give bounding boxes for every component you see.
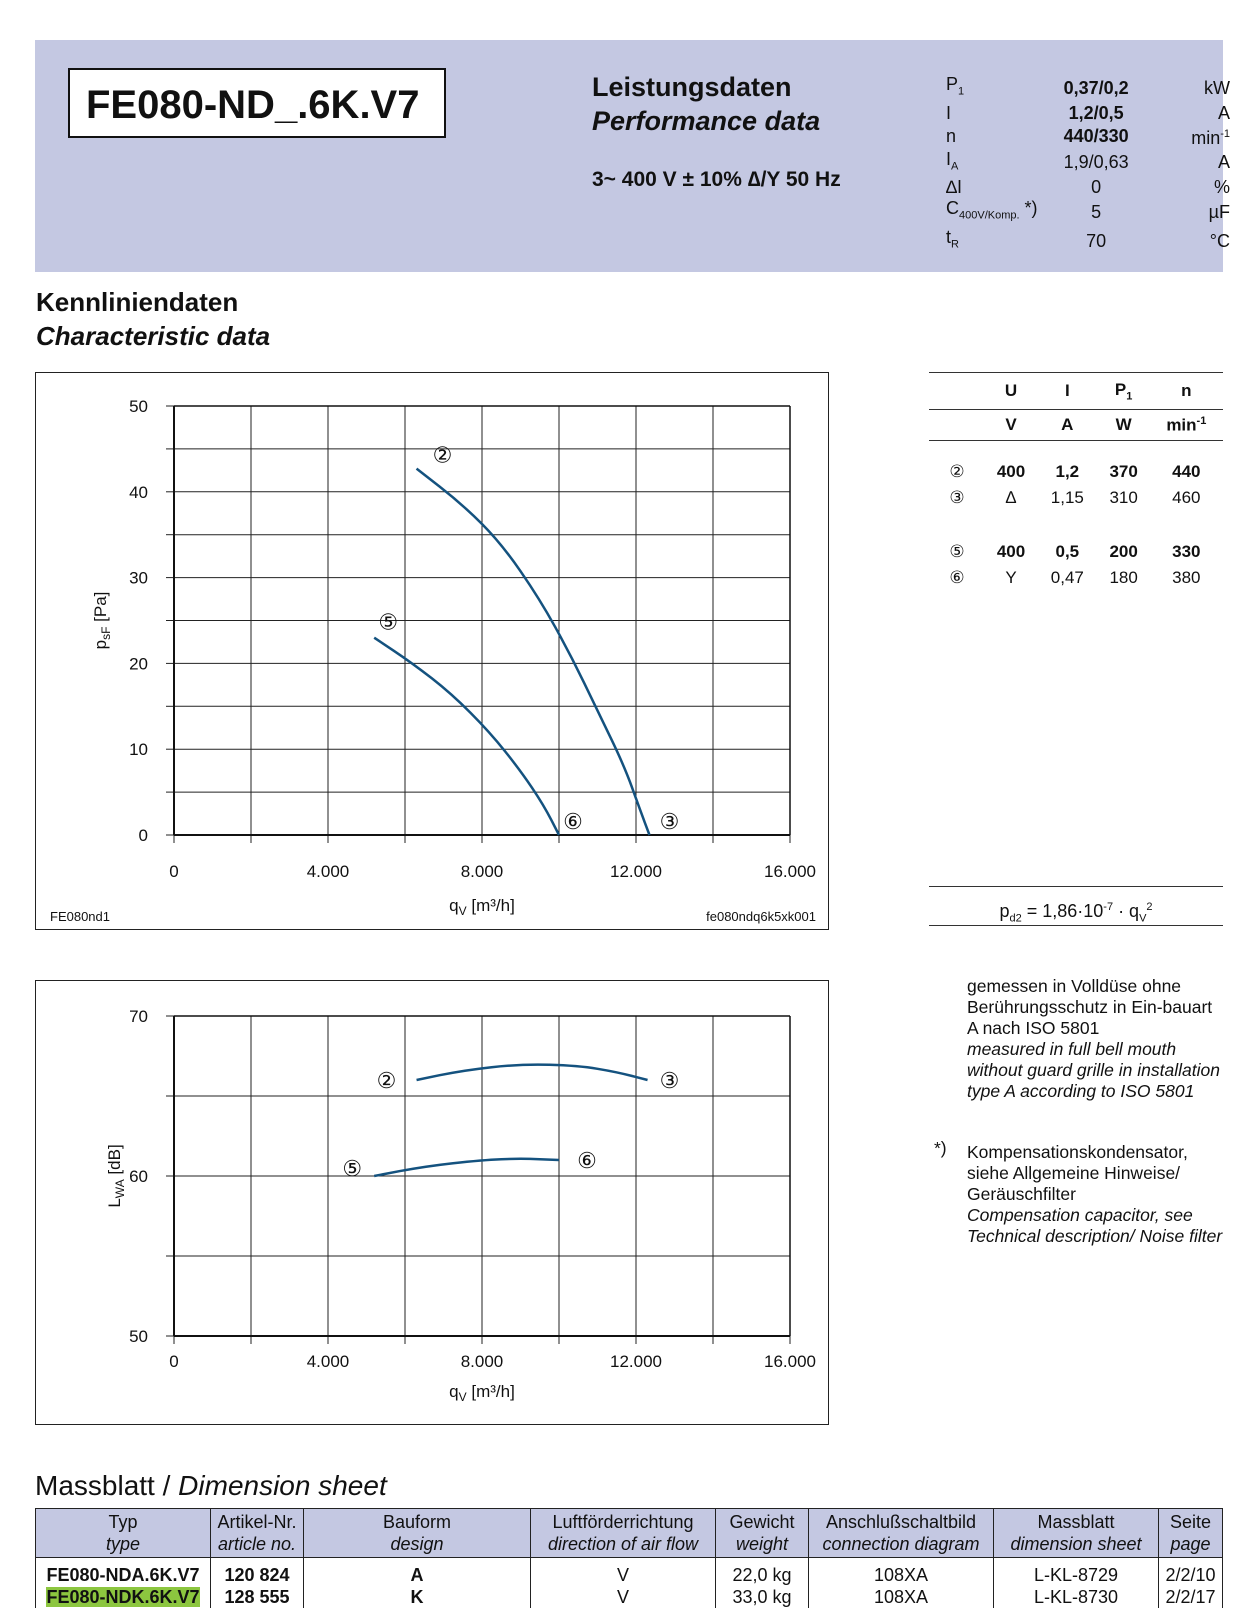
spec-unit: °C: [1209, 230, 1230, 251]
spec-value: 1,9/0,63: [1063, 152, 1129, 173]
y-tick-label: 20: [129, 654, 148, 674]
chart-footer-right: fe080ndq6k5xk001: [706, 909, 816, 924]
col-article: Artikel-Nr. article no.: [211, 1509, 304, 1558]
pressure-chart-frame: [35, 372, 829, 930]
col-page: Seite page: [1159, 1509, 1223, 1558]
x-tick-label: 16.000: [764, 1352, 816, 1371]
series-line-1: [417, 1065, 648, 1080]
x-tick-label: 8.000: [460, 862, 504, 881]
dimension-title: Massblatt / Dimension sheet: [35, 1470, 387, 1501]
col-type: Typ type: [36, 1509, 211, 1558]
spec-row: [946, 103, 1234, 124]
section-title-en: Characteristic data: [36, 321, 271, 351]
series-line-2: [374, 638, 559, 835]
model-title: FE080-ND_.6K.V7: [68, 68, 446, 138]
series-line-2: [374, 1159, 559, 1176]
spec-row: [946, 74, 1234, 103]
spec-symbol: $I_A$: [946, 148, 959, 173]
curve-end-label: ③: [659, 1068, 680, 1093]
y-tick-label: 40: [129, 482, 148, 502]
op-head-p: $P_1$: [1114, 379, 1133, 403]
spec-symbol: I: [946, 102, 952, 123]
chart-footer-left: FE080nd1: [50, 909, 110, 924]
spec-symbol: $C_{400V/Komp.}$ *): [946, 198, 1038, 222]
x-tick-label: 0: [169, 862, 179, 881]
op-unit-w: W: [1115, 415, 1132, 434]
spec-unit: %: [1213, 177, 1230, 198]
y-tick-label: 0: [138, 826, 148, 845]
spec-symbol: n: [946, 125, 957, 146]
spec-value: 440/330: [1063, 125, 1129, 146]
spec-value: 70: [1086, 230, 1107, 251]
op-head-n: n: [1181, 381, 1192, 400]
op-row: ⑥ Y 0,47 180 380: [949, 568, 1201, 587]
op-head-u: U: [1004, 381, 1018, 400]
x-tick-label: 4.000: [306, 1352, 350, 1371]
pressure-formula: $p_{d2} = 1,86\cdot 10^{-7} \cdot q_V^2$: [929, 886, 1223, 926]
performance-title-en: Performance data: [592, 106, 821, 136]
y-tick-label: 60: [129, 1167, 148, 1186]
curve-end-label: ③: [659, 809, 680, 834]
spec-value: 5: [1091, 201, 1102, 222]
op-unit-min: $\min^{-1}$: [1166, 414, 1207, 435]
y-tick-label: 50: [129, 397, 148, 416]
highlighted-type: FE080-NDK.6K.V7: [46, 1587, 200, 1607]
performance-title-de: Leistungsdaten: [592, 72, 792, 102]
spec-value: 0: [1091, 177, 1102, 198]
y-axis-label: $p_{sF}$ [Pa]: [91, 591, 113, 650]
sound-chart: [36, 981, 830, 1426]
spec-row: [946, 149, 1234, 178]
section-title-de: Kennliniendaten: [36, 287, 239, 317]
curve-start-label: ②: [376, 1068, 397, 1093]
op-unit-a: A: [1061, 415, 1074, 434]
curve-end-label: ⑥: [563, 809, 583, 834]
table-row: FE080-NDK.6K.V7 128 555 K V 33,0 kg 108XA L-KL-8730 2/2/17: [36, 1586, 1223, 1608]
col-connection: Anschlußschaltbild connection diagram: [809, 1509, 994, 1558]
capacitor-note: Kompensationskondensator, siehe Allgemeine Hinweise/ Geräuschfilter Compensation capacitor, see Technical description/ Noise filter: [967, 1142, 1223, 1246]
y-tick-label: 30: [129, 568, 148, 588]
pressure-chart: [36, 373, 830, 931]
curve-start-label: ⑤: [342, 1156, 363, 1181]
spec-unit: A: [1217, 102, 1230, 123]
spec-row: [946, 227, 1234, 256]
op-row: ③ ∆ 1,15 310 460: [949, 488, 1201, 507]
spec-unit: µF: [1208, 201, 1230, 222]
y-axis-label: $L_{WA}$ [dB]: [105, 1144, 127, 1208]
curve-start-label: ②: [432, 442, 453, 468]
spec-symbol: $t_R$: [946, 226, 959, 251]
measurement-note: gemessen in Volldüse ohne Berührungsschutz in Ein-bauart A nach ISO 5801 measured in full bell mouth without guard grille in installation type A according to ISO 5801: [967, 976, 1220, 1101]
curve-end-label: ⑥: [577, 1148, 597, 1173]
dimension-table: [35, 1508, 1223, 1608]
table-row: FE080-NDA.6K.V7 120 824 A V 22,0 kg 108XA L-KL-8729 2/2/10: [36, 1558, 1223, 1587]
spec-symbol: $P_1$: [946, 74, 965, 98]
y-tick-label: 10: [129, 740, 148, 760]
x-tick-label: 0: [169, 1352, 179, 1371]
footnote-star: *): [934, 1138, 947, 1158]
x-tick-label: 4.000: [306, 862, 350, 881]
spec-value: 0,37/0,2: [1063, 77, 1129, 98]
op-row: ② 400 1,2 370 440: [949, 462, 1201, 481]
y-tick-label: 70: [129, 1007, 148, 1026]
x-tick-label: 16.000: [764, 862, 816, 881]
x-axis-label: $q_V$ [m³/h]: [449, 1382, 515, 1404]
sound-chart-frame: [35, 980, 829, 1425]
series-line-1: [417, 469, 650, 835]
spec-row: [946, 124, 1234, 149]
op-head-i: I: [1064, 381, 1070, 400]
spec-symbol: ∆I: [946, 177, 963, 198]
curve-start-label: ⑤: [378, 609, 399, 635]
spec-row: [946, 177, 1234, 198]
op-unit-v: V: [1005, 415, 1017, 434]
spec-unit: kW: [1204, 77, 1230, 98]
spec-value: 1,2/0,5: [1068, 102, 1124, 123]
voltage-rating: 3~ 400 V ± 10% ∆/Y 50 Hz: [592, 168, 841, 191]
operating-points-table: [929, 372, 1223, 591]
op-row: ⑤ 400 0,5 200 330: [949, 542, 1201, 561]
x-tick-label: 8.000: [460, 1352, 504, 1371]
spec-table: [946, 74, 1234, 255]
x-tick-label: 12.000: [610, 862, 662, 881]
col-flow: Luftförderrichtung direction of air flow: [531, 1509, 716, 1558]
spec-unit: $\min^{-1}$: [1191, 127, 1230, 148]
col-sheet: Massblatt dimension sheet: [994, 1509, 1159, 1558]
spec-unit: A: [1217, 152, 1230, 173]
x-tick-label: 12.000: [610, 1352, 662, 1371]
col-weight: Gewicht weight: [716, 1509, 809, 1558]
spec-row: [946, 198, 1234, 227]
col-design: Bauform design: [304, 1509, 531, 1558]
y-tick-label: 50: [129, 1327, 148, 1346]
x-axis-label: $q_V$ [m³/h]: [449, 896, 515, 918]
